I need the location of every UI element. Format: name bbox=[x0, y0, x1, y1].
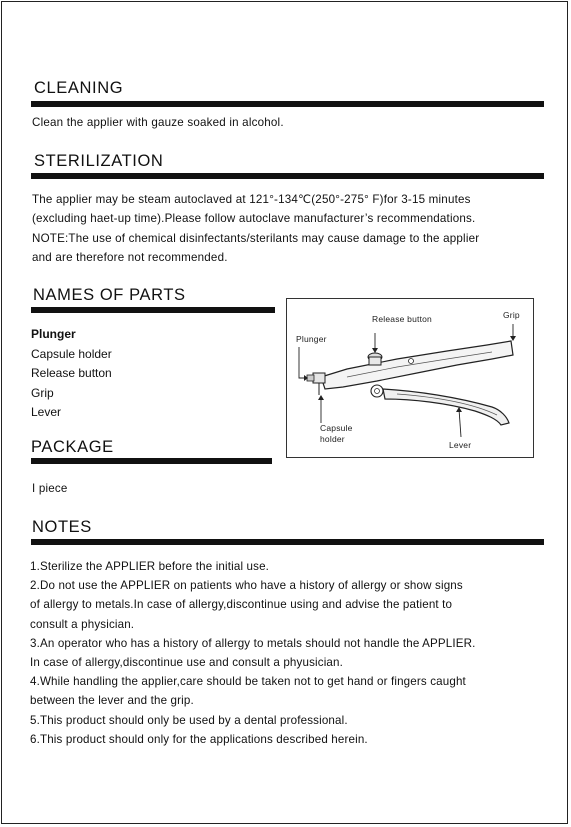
note-line: consult a physician. bbox=[30, 617, 135, 631]
package-heading: PACKAGE bbox=[31, 438, 114, 456]
sterilization-text bbox=[32, 190, 479, 268]
note-line: 1.Sterilize the APPLIER before the initial use. bbox=[30, 560, 270, 573]
part-item-lever: Lever bbox=[31, 405, 62, 419]
cleaning-text bbox=[32, 113, 284, 132]
sterilization-line: (excluding haet-up time).Please follow autoclave manufacturer’s recommendations. bbox=[32, 212, 476, 226]
note-line: 6.This product should only for the applications described herein. bbox=[30, 732, 368, 746]
names-of-parts-rule bbox=[31, 307, 275, 313]
note-line: 2.Do not use the APPLIER on patients who have a history of allergy or show signs bbox=[30, 579, 463, 593]
cleaning-heading: CLEANING bbox=[34, 79, 124, 97]
notes-heading: NOTES bbox=[32, 518, 92, 536]
applier-diagram bbox=[286, 298, 534, 458]
diagram-label-capsule: Capsule bbox=[320, 423, 353, 433]
note-line: In case of allergy,discontinue use and consult a phyusician. bbox=[30, 656, 343, 670]
part-item-release-button: Release button bbox=[31, 366, 112, 380]
sterilization-line: The applier may be steam autoclaved at 121°-134℃(250°-275° F)for 3-15 minutes bbox=[32, 193, 471, 206]
plunger-shape bbox=[307, 375, 314, 381]
grip-shape bbox=[321, 341, 513, 389]
package-rule bbox=[31, 458, 272, 464]
diagram-label-plunger: Plunger bbox=[296, 334, 327, 344]
diagram-label-lever: Lever bbox=[449, 440, 472, 450]
capsule-holder-shape bbox=[313, 373, 325, 383]
note-line: 4.While handling the applier,care should be taken not to get hand or fingers caught bbox=[30, 675, 466, 689]
package-text bbox=[32, 479, 68, 498]
notes-rule bbox=[31, 539, 544, 545]
diagram-label-holder: holder bbox=[320, 434, 345, 444]
sterilization-heading: STERILIZATION bbox=[34, 152, 164, 170]
sterilization-rule bbox=[31, 173, 544, 179]
sterilization-line: and are therefore not recommended. bbox=[32, 251, 228, 265]
part-item-plunger: Plunger bbox=[31, 327, 76, 341]
note-line: 3.An operator who has a history of allergy to metals should not handle the APPLIER. bbox=[30, 636, 476, 650]
note-line: 5.This product should only be used by a dental professional. bbox=[30, 713, 348, 727]
sterilization-line: NOTE:The use of chemical disinfectants/sterilants may cause damage to the applier bbox=[32, 231, 480, 245]
diagram-label-release-button: Release button bbox=[372, 314, 432, 324]
cleaning-rule bbox=[31, 101, 544, 107]
notes-list bbox=[30, 557, 476, 749]
names-of-parts-heading: NAMES OF PARTS bbox=[33, 286, 186, 304]
note-line: between the lever and the grip. bbox=[30, 694, 194, 708]
part-item-capsule-holder: Capsule holder bbox=[31, 346, 112, 361]
parts-list bbox=[31, 325, 112, 423]
package-line: I piece bbox=[32, 482, 68, 495]
cleaning-line: Clean the applier with gauze soaked in alcohol. bbox=[32, 116, 284, 129]
note-line: of allergy to metals.In case of allergy,discontinue using and advise the patient to bbox=[30, 598, 453, 612]
part-item-grip: Grip bbox=[31, 385, 54, 400]
diagram-label-grip: Grip bbox=[503, 310, 520, 320]
